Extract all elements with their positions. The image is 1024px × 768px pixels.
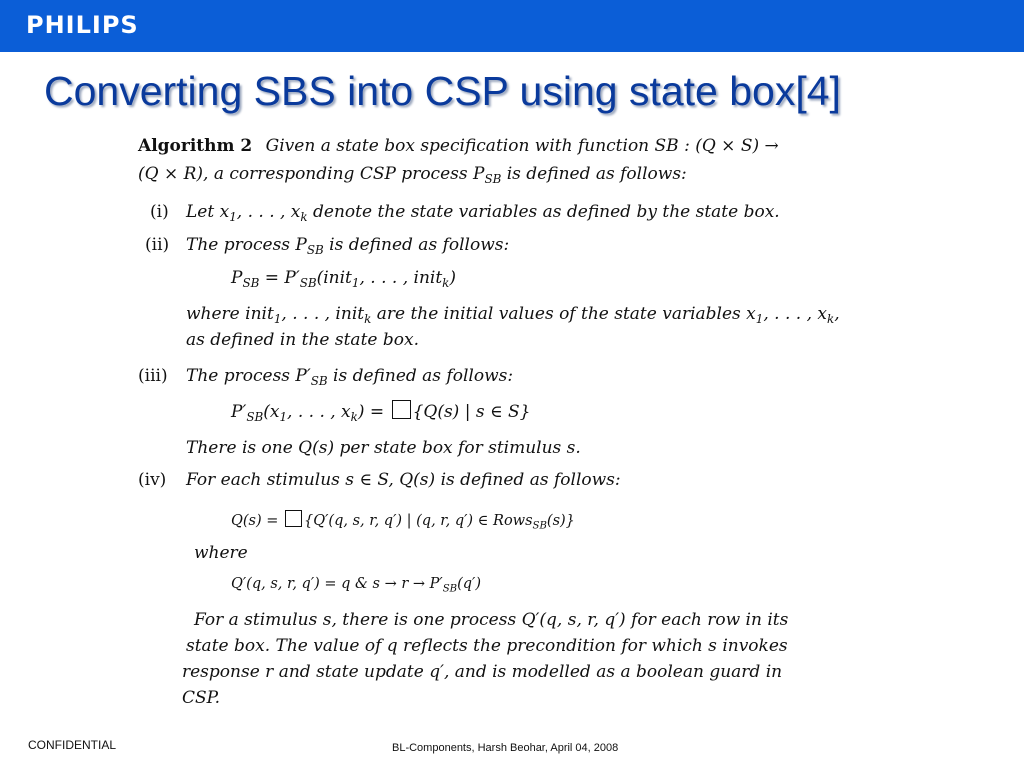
where-sub2: k bbox=[364, 312, 372, 327]
intro-sub: SB bbox=[484, 172, 502, 187]
step-i-text bbox=[186, 202, 780, 224]
paragraph-line-1: For a stimulus s, there is one process Q′(q, s, r, q′) for each row in its bbox=[194, 610, 789, 630]
external-choice-box-icon bbox=[392, 400, 411, 419]
eq-ii-a: P bbox=[231, 268, 243, 288]
intro-text-2-end: is defined as follows: bbox=[501, 164, 687, 184]
step-iv-text: For each stimulus s ∈ S, Q(s) is defined as follows: bbox=[186, 470, 621, 490]
step-ii-num: (ii) bbox=[145, 235, 170, 255]
step-iii-a: The process P′ bbox=[186, 366, 311, 386]
step-iii-equation bbox=[231, 400, 530, 424]
eq-iv-c: (s)} bbox=[546, 513, 575, 529]
eq-iv-sub: SB bbox=[532, 520, 547, 532]
where-sub4: k bbox=[826, 312, 835, 327]
step-ii-b: is defined as follows: bbox=[323, 235, 510, 255]
paragraph-line-3: response r and state update q′, and is modelled as a boolean guard in bbox=[182, 662, 783, 682]
where-d: , . . . , x bbox=[763, 304, 827, 324]
step-ii-a: The process P bbox=[186, 235, 307, 255]
eq-iv2-b: (q′) bbox=[457, 576, 481, 592]
eq-iv2-a: Q′(q, s, r, q′) = q & s → r → P′ bbox=[231, 576, 443, 592]
eq-ii-sub3: 1 bbox=[351, 276, 360, 291]
eq-ii-e: ) bbox=[449, 268, 457, 288]
eq-iii-e: {Q(s) | s ∈ S} bbox=[412, 402, 531, 422]
eq-ii-b: = P′ bbox=[259, 268, 300, 288]
step-iv-where: where bbox=[194, 543, 248, 563]
sub-one: 1 bbox=[229, 210, 237, 225]
where-b: , . . . , init bbox=[281, 304, 365, 324]
algorithm-intro-line-1 bbox=[138, 136, 779, 156]
where-sub3: 1 bbox=[755, 312, 764, 327]
footer-credit: BL-Components, Harsh Beohar, April 04, 2008 bbox=[392, 742, 619, 754]
eq-iii-sub2: 1 bbox=[279, 410, 288, 425]
eq-ii-d: , . . . , init bbox=[359, 268, 443, 288]
eq-iii-d: ) = bbox=[357, 402, 390, 422]
paragraph-line-4: CSP. bbox=[182, 688, 221, 708]
eq-iii-b: (x bbox=[263, 402, 280, 422]
step-i-b: , . . . , x bbox=[236, 202, 301, 222]
slide-title: Converting SBS into CSP using state box[4] bbox=[44, 68, 841, 114]
step-iv-num: (iv) bbox=[138, 470, 167, 490]
sub-k: k bbox=[300, 210, 308, 225]
step-iii-note: There is one Q(s) per state box for stimulus s. bbox=[186, 438, 581, 458]
where-c: are the initial values of the state variables x bbox=[371, 304, 756, 324]
step-ii-equation bbox=[231, 268, 456, 290]
paragraph-line-2: state box. The value of q reflects the precondition for which s invokes bbox=[186, 636, 788, 656]
intro-text-1: Given a state box specification with function SB : (Q × S) → bbox=[265, 136, 779, 156]
step-iii-text bbox=[186, 366, 513, 388]
where-e: , bbox=[834, 304, 840, 324]
eq-iv-a: Q(s) = bbox=[231, 513, 284, 529]
algorithm-label: Algorithm 2 bbox=[138, 136, 253, 156]
intro-text-2: (Q × R), a corresponding CSP process P bbox=[138, 164, 485, 184]
eq-ii-sub1: SB bbox=[242, 276, 260, 291]
step-ii-where-line-1 bbox=[186, 304, 840, 326]
step-iv-equation-2 bbox=[231, 576, 481, 595]
step-i-num: (i) bbox=[150, 202, 169, 222]
where-sub1: 1 bbox=[273, 312, 282, 327]
step-iii-num: (iii) bbox=[138, 366, 168, 386]
eq-ii-sub4: k bbox=[442, 276, 450, 291]
step-ii-text bbox=[186, 235, 509, 257]
external-choice-box-icon bbox=[285, 510, 302, 527]
eq-iii-c: , . . . , x bbox=[287, 402, 351, 422]
eq-iii-sub3: k bbox=[350, 410, 358, 425]
footer-confidential: CONFIDENTIAL bbox=[28, 738, 117, 752]
step-iii-b: is defined as follows: bbox=[327, 366, 514, 386]
eq-iv-b: {Q′(q, s, r, q′) | (q, r, q′) ∈ Rows bbox=[304, 513, 533, 529]
philips-logo: PHILIPS bbox=[26, 11, 139, 39]
step-ii-where-line-2: as defined in the state box. bbox=[186, 330, 419, 350]
eq-ii-c: (init bbox=[316, 268, 352, 288]
algorithm-intro-line-2 bbox=[138, 164, 687, 186]
eq-iii-a: P′ bbox=[231, 402, 247, 422]
step-iv-equation bbox=[231, 510, 575, 532]
header-bar bbox=[0, 0, 1024, 52]
algorithm-block bbox=[138, 128, 898, 712]
where-a: where init bbox=[186, 304, 274, 324]
sub-sb: SB bbox=[306, 243, 324, 258]
step-iii-sub: SB bbox=[310, 374, 328, 389]
eq-ii-sub2: SB bbox=[299, 276, 317, 291]
eq-iii-sub1: SB bbox=[246, 410, 264, 425]
step-i-c: denote the state variables as defined by the state box. bbox=[307, 202, 780, 222]
eq-iv2-sub: SB bbox=[442, 583, 458, 595]
step-i-a: Let x bbox=[186, 202, 230, 222]
